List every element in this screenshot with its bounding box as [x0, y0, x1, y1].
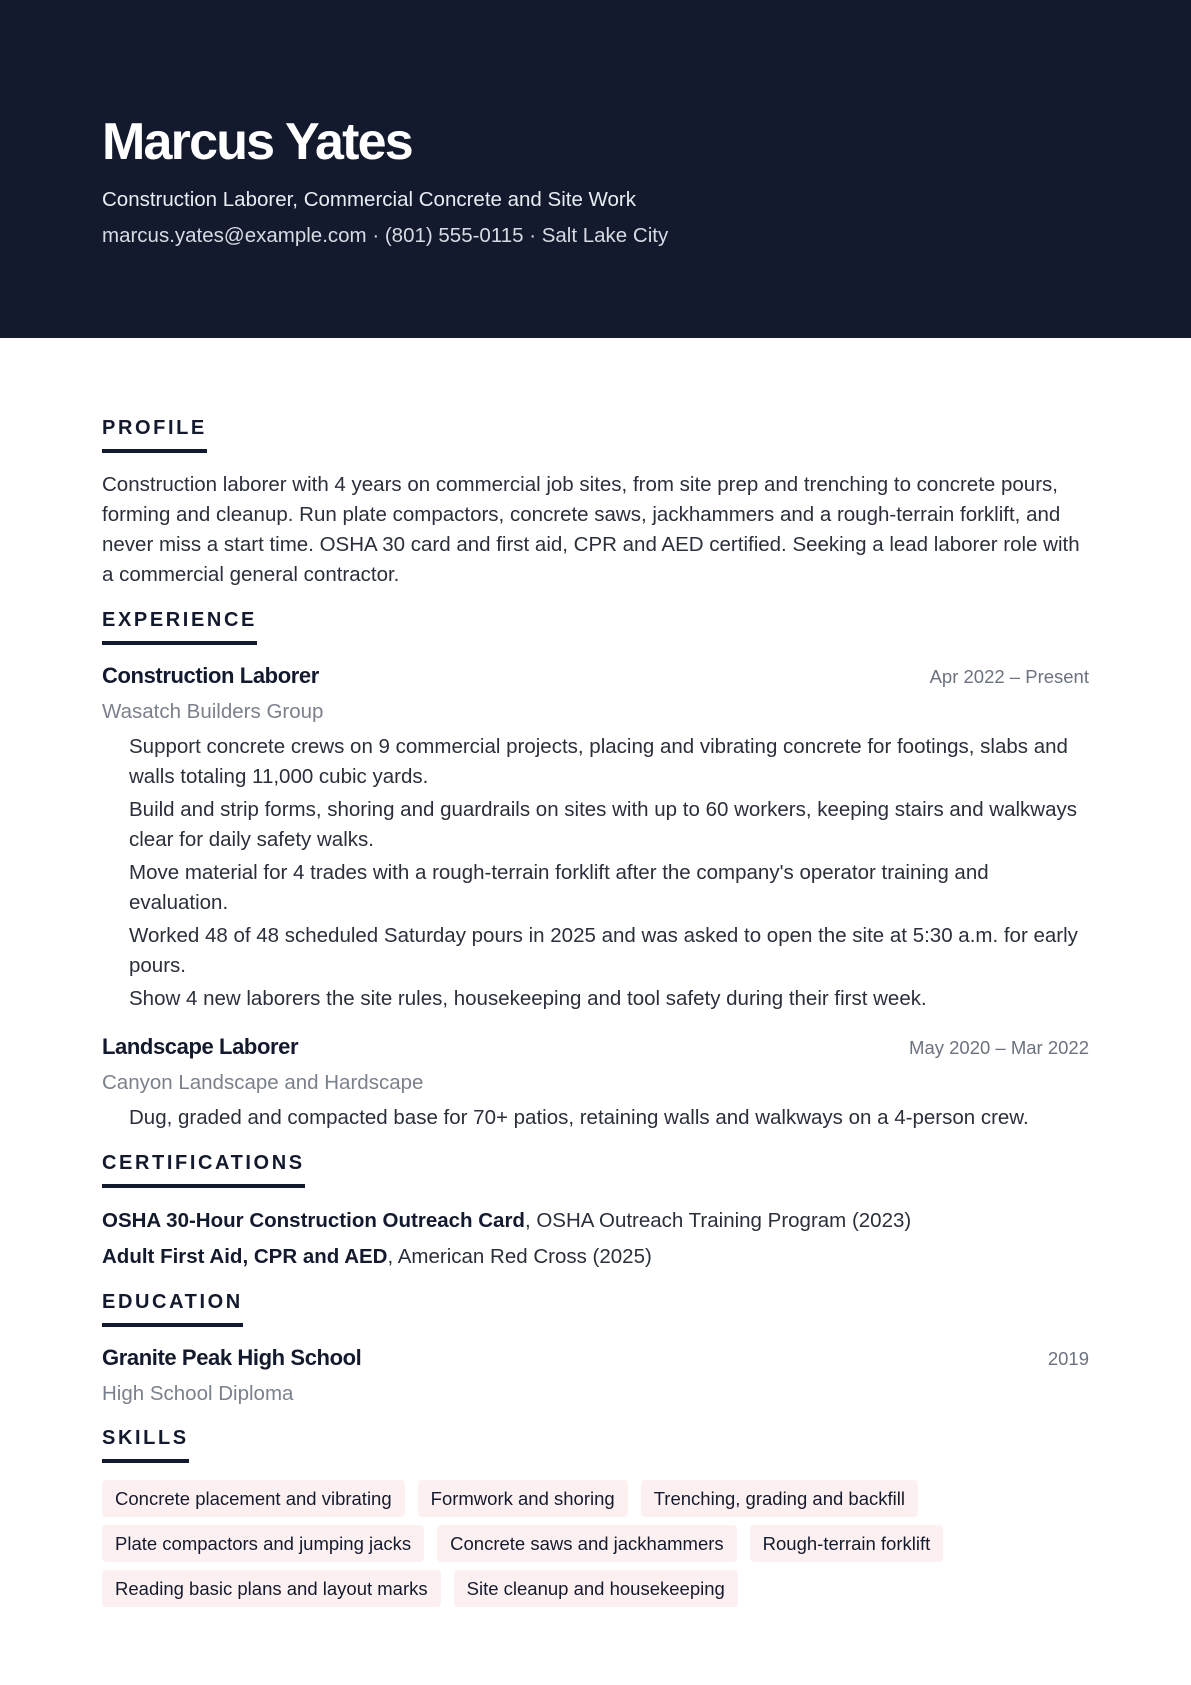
education-header — [102, 1343, 1089, 1374]
education-section — [102, 1290, 1089, 1408]
certification-name: OSHA 30-Hour Construction Outreach Card — [102, 1209, 525, 1232]
resume-header — [0, 0, 1191, 338]
skill-chip: Trenching, grading and backfill — [641, 1480, 918, 1517]
candidate-name: Marcus Yates — [102, 113, 412, 171]
certifications-section — [102, 1151, 1089, 1272]
job-bullet: Support concrete crews on 9 commercial projects, placing and vibrating concrete for footings, slabs and walls totaling 11,000 cubic yards. — [129, 735, 1068, 788]
job-bullets — [102, 732, 1089, 1014]
skills-heading: SKILLS — [102, 1426, 189, 1463]
job-dates: Apr 2022 – Present — [929, 666, 1089, 687]
experience-heading: EXPERIENCE — [102, 608, 257, 645]
skills-section — [102, 1426, 1089, 1615]
profile-section — [102, 416, 1089, 590]
certification-name: Adult First Aid, CPR and AED — [102, 1245, 388, 1268]
skill-chip: Reading basic plans and layout marks — [102, 1570, 441, 1607]
job-title: Landscape Laborer — [102, 1034, 299, 1059]
school-name: Granite Peak High School — [102, 1345, 362, 1370]
job-title: Construction Laborer — [102, 663, 319, 688]
certifications-heading: CERTIFICATIONS — [102, 1151, 305, 1188]
job-header — [102, 1032, 1089, 1063]
profile-summary: Construction laborer with 4 years on commercial job sites, from site prep and trenching to concrete pours, forming and cleanup. Run plate compactors, concrete saws, jackhammers and a rough-terrain forklift, and never miss a start time. OSHA 30 card and first aid, CPR and AED certified. Seeking a lead laborer role with a commercial general contractor. — [102, 473, 1080, 586]
profile-heading: PROFILE — [102, 416, 207, 453]
job-company: Wasatch Builders Group — [102, 700, 324, 723]
job-entry — [102, 661, 1089, 1014]
certification-detail: , American Red Cross (2025) — [387, 1245, 652, 1268]
certification-list — [102, 1206, 1089, 1272]
job-bullet: Move material for 4 trades with a rough-terrain forklift after the company's operator training and evaluation. — [129, 861, 989, 914]
skill-chip: Concrete saws and jackhammers — [437, 1525, 737, 1562]
skill-chip: Formwork and shoring — [418, 1480, 628, 1517]
education-entry — [102, 1343, 1089, 1408]
skill-chip: Plate compactors and jumping jacks — [102, 1525, 424, 1562]
contact-line: marcus.yates@example.com · (801) 555-0115 · Salt Lake City — [102, 224, 669, 247]
education-heading: EDUCATION — [102, 1290, 243, 1327]
job-bullet: Build and strip forms, shoring and guardrails on sites with up to 60 workers, keeping stairs and walkways clear for daily safety walks. — [129, 798, 1078, 851]
job-company: Canyon Landscape and Hardscape — [102, 1071, 424, 1094]
skill-list — [102, 1480, 1002, 1615]
certification-item — [102, 1206, 1089, 1236]
skill-chip: Site cleanup and housekeeping — [454, 1570, 738, 1607]
job-bullet: Show 4 new laborers the site rules, housekeeping and tool safety during their first week. — [129, 987, 927, 1010]
job-bullet: Worked 48 of 48 scheduled Saturday pours in 2025 and was asked to open the site at 5:30 a.m. for early pours. — [129, 924, 1078, 977]
resume-body — [102, 416, 1089, 1633]
skill-chip: Concrete placement and vibrating — [102, 1480, 405, 1517]
job-entry — [102, 1032, 1089, 1133]
job-bullet: Dug, graded and compacted base for 70+ patios, retaining walls and walkways on a 4-person crew. — [129, 1106, 1029, 1129]
certification-detail: , OSHA Outreach Training Program (2023) — [524, 1209, 912, 1232]
job-header — [102, 661, 1089, 692]
skill-chip: Rough-terrain forklift — [750, 1525, 944, 1562]
job-bullets — [102, 1103, 1089, 1133]
job-dates: May 2020 – Mar 2022 — [909, 1037, 1089, 1058]
experience-section — [102, 608, 1089, 1133]
graduation-year: 2019 — [1047, 1348, 1089, 1369]
candidate-title: Construction Laborer, Commercial Concrete and Site Work — [102, 188, 636, 211]
certification-item — [102, 1242, 1089, 1272]
degree: High School Diploma — [102, 1382, 294, 1405]
